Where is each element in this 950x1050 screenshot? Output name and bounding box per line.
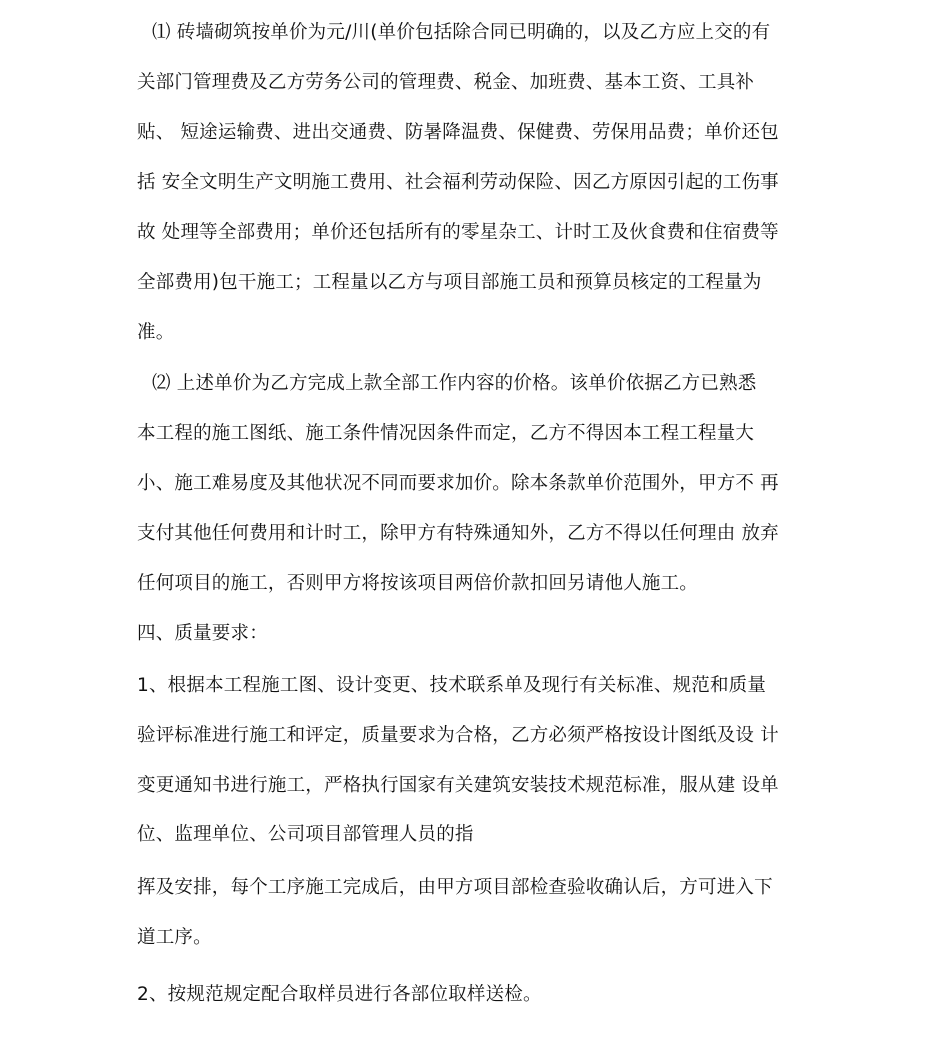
paragraph-line: 1、根据本工程施工图、设计变更、技术联系单及现行有关标准、规范和质量 <box>137 675 767 696</box>
paragraph-line: 任何项目的施工，否则甲方将按该项目两倍价款扣回另请他人施工。 <box>137 573 699 594</box>
paragraph-line: 小、施工难易度及其他状况不同而要求加价。除本条款单价范围外，甲方不 再 <box>137 473 779 494</box>
paragraph-line: 道工序。 <box>137 927 212 948</box>
section-heading: 四、质量要求： <box>137 623 268 644</box>
paragraph-line: 位、监理单位、公司项目部管理人员的指 <box>137 824 474 845</box>
paragraph-line: 本工程的施工图纸、施工条件情况因条件而定，乙方不得因本工程工程量大 <box>137 423 755 444</box>
paragraph-line: 全部费用)包干施工；工程量以乙方与项目部施工员和预算员核定的工程量为 <box>137 272 762 293</box>
paragraph-line: 变更通知书进行施工，严格执行国家有关建筑安装技术规范标准，服从建 设单 <box>137 775 779 796</box>
paragraph-line: 故 处理等全部费用；单价还包括所有的零星杂工、计时工及伙食费和住宿费等 <box>137 222 779 243</box>
paragraph-line: 括 安全文明生产文明施工费用、社会福利劳动保险、因乙方原因引起的工伤事 <box>137 172 779 193</box>
paragraph-line: 2、按规范规定配合取样员进行各部位取样送检。 <box>137 984 542 1005</box>
paragraph-line: 验评标准进行施工和评定，质量要求为合格，乙方必须严格按设计图纸及设 计 <box>137 725 779 746</box>
paragraph-line: 准。 <box>137 322 175 343</box>
paragraph-line: ⑵ 上述单价为乙方完成上款全部工作内容的价格。该单价依据乙方已熟悉 <box>152 373 757 394</box>
paragraph-line: 支付其他任何费用和计时工，除甲方有特殊通知外，乙方不得以任何理由 放弃 <box>137 523 779 544</box>
paragraph-line: ⑴ 砖墙砌筑按单价为元/川(单价包括除合同已明确的，以及乙方应上交的有 <box>152 22 771 43</box>
paragraph-line: 贴、 短途运输费、进出交通费、防暑降温费、保健费、劳保用品费；单价还包 <box>137 122 779 143</box>
paragraph-line: 挥及安排，每个工序施工完成后，由甲方项目部检查验收确认后，方可进入下 <box>137 877 773 898</box>
paragraph-line: 关部门管理费及乙方劳务公司的管理费、税金、加班费、基本工资、工具补 <box>137 72 755 93</box>
